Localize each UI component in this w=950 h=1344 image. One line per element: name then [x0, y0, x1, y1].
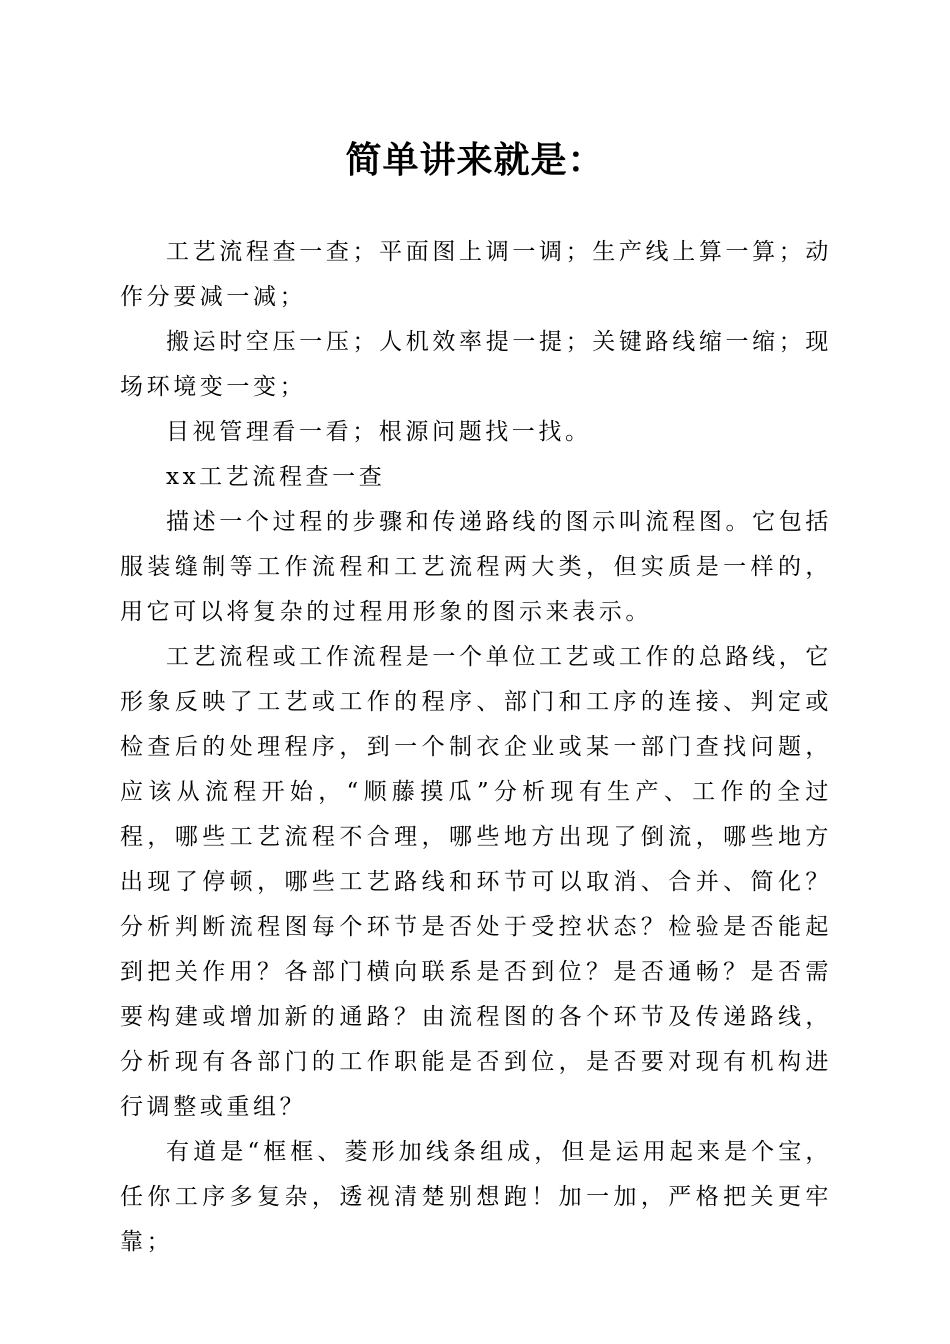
- paragraph-5: 工艺流程或工作流程是一个单位工艺或工作的总路线，它形象反映了工艺或工作的程序、部门和工序的连接、判定或检查后的处理程序，到一个制衣企业或某一部门查找问题，应该从流程开始，“顺藤摸瓜”分析现有生产、工作的全过程，哪些工艺流程不合理，哪些地方出现了倒流，哪些地方出现了停顿，哪些工艺路线和环节可以取消、合并、简化？分析判断流程图每个环节是否处于受控状态？检验是否能起到把关作用？各部门横向联系是否到位？是否通畅？是否需要构建或增加新的通路？由流程图的各个环节及传递路线，分析现有各部门的工作职能是否到位，是否要对现有机构进行调整或重组？: [120, 644, 832, 1120]
- section-heading: xx工艺流程查一查: [166, 464, 386, 490]
- page-title: 简单讲来就是：: [345, 139, 605, 181]
- paragraph-1: 工艺流程查一查；平面图上调一调；生产线上算一算；动作分要减一减；: [120, 239, 832, 310]
- paragraph-3: 目视管理看一看；根源问题找一找。: [166, 419, 592, 445]
- paragraph-4: 描述一个过程的步骤和传递路线的图示叫流程图。它包括服装缝制等工作流程和工艺流程两大类，但实质是一样的，用它可以将复杂的过程用形象的图示来表示。: [120, 509, 832, 625]
- paragraph-2: 搬运时空压一压；人机效率提一提；关键路线缩一缩；现场环境变一变；: [120, 329, 832, 400]
- document-body: [120, 230, 832, 1265]
- paragraph-6: 有道是“框框、菱形加线条组成，但是运用起来是个宝，任你工序多复杂，透视清楚别想跑！加一加，严格把关更牢靠；: [120, 1139, 832, 1255]
